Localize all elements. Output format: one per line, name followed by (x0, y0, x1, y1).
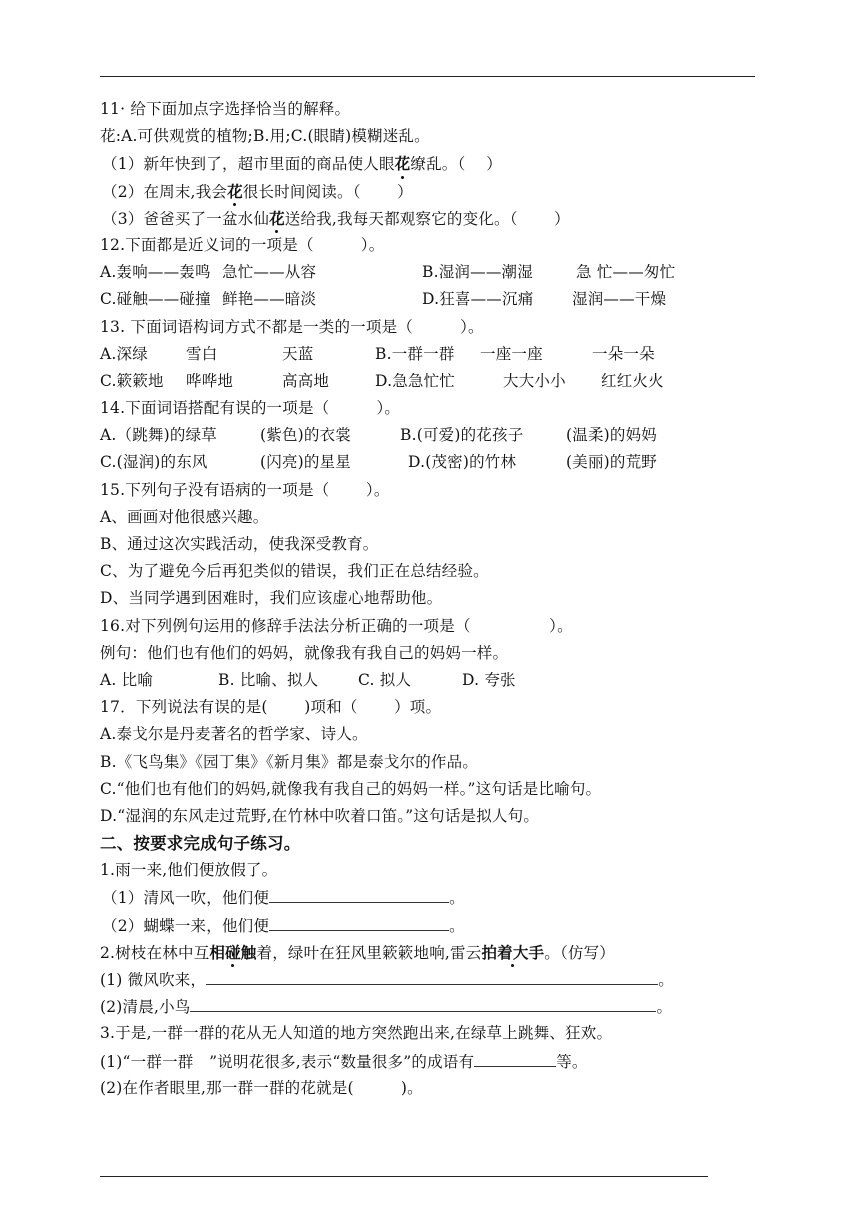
q13-title: 13. 下面词语构词方式不都是一类的一项是（ ）。 (100, 317, 484, 336)
q13-options-cd: C.簌簌地 哗哗地 高高地 D.急急忙忙 大大小小 红红火火 (100, 371, 664, 390)
q17-option-a: A.泰戈尔是丹麦著名的哲学家、诗人。 (100, 725, 368, 744)
p2-sentence-1: (1) 微风吹来， 。 (100, 966, 760, 993)
dotted-keyword: 花 (395, 150, 411, 177)
q11-definitions: 花:A.可供观赏的植物;B.用;C.(眼睛)模糊迷乱。 (100, 127, 430, 146)
q11-title: 11· 给下面加点字选择恰当的解释。 (100, 100, 351, 118)
q17-option-c: C.“他们也有他们的妈妈,就像我有我自己的妈妈一样。”这句话是比喻句。 (100, 779, 602, 798)
dotted-keyword: 相碰触 (209, 943, 256, 962)
q12-options-ab: A.轰响——轰鸣 急忙——从容 B.湿润——潮湿 急 忙——匆忙 (100, 263, 676, 282)
p3-sentence-2: (2)在作者眼里,那一群一群的花就是( )。 (100, 1078, 423, 1097)
q15-title: 15.下列句子没有语病的一项是（ ）。 (100, 480, 390, 499)
answer-blank[interactable] (206, 966, 658, 985)
q15-option-a: A、画画对他很感兴趣。 (100, 507, 269, 526)
dotted-keyword: 花 (227, 178, 243, 205)
q16-title: 16.对下列例句运用的修辞手法法分析正确的一项是（ ）。 (100, 616, 573, 635)
p3-sentence-1: (1)“一群一群 ”说明花很多,表示“数量很多”的成语有 等。 (100, 1048, 760, 1075)
q15-option-d: D、当同学遇到困难时，我们应该虚心地帮助他。 (100, 589, 443, 608)
header-rule (100, 76, 755, 77)
q14-options-ab: A.（跳舞)的绿草 (紫色)的衣裳 B.(可爱)的花孩子 (温柔)的妈妈 (100, 426, 657, 445)
answer-blank[interactable] (474, 1048, 556, 1067)
answer-blank[interactable] (190, 993, 656, 1012)
q17-title: 17．下列说法有误的是( )项和（ ）项。 (100, 698, 442, 717)
q12-options-cd: C.碰触——碰撞 鲜艳——暗淡 D.狂喜——沉痛 湿润——干燥 (100, 290, 667, 309)
q14-options-cd: C.(湿润)的东风 (闪亮)的星星 D.(茂密)的竹林 (美丽)的荒野 (100, 453, 657, 472)
q15-option-b: B、通过这次实践活动，使我深受教育。 (100, 535, 379, 553)
q17-option-d: D.“湿润的东风走过荒野,在竹林中吹着口笛。”这句话是拟人句。 (100, 806, 540, 825)
p2-sentence-2: (2)清晨,小鸟 。 (100, 993, 760, 1020)
q15-option-c: C、为了避免今后再犯类似的错误，我们正在总结经验。 (100, 562, 489, 581)
q11-sentence-3: （3）爸爸买了一盆水仙花送给我,我每天都观察它的变化。（ ） (100, 205, 760, 232)
section-2-heading: 二、按要求完成句子练习。 (100, 834, 301, 854)
p3-title: 3.于是,一群一群的花从无人知道的地方突然跑出来,在绿草上跳舞、狂欢。 (100, 1024, 613, 1043)
q13-options-ab: A.深绿 雪白 天蓝 B.一群一群 一座一座 一朵一朵 (100, 344, 655, 363)
dotted-keyword: 花 (269, 205, 285, 232)
q16-options: A. 比喻 B. 比喻、拟人 C. 拟人 D. 夸张 (100, 670, 516, 689)
p1-sentence-1: （1）清风一吹，他们便 。 (100, 884, 760, 911)
q12-title: 12.下面都是近义词的一项是（ ）。 (100, 235, 385, 254)
answer-blank[interactable] (269, 912, 449, 931)
answer-blank[interactable] (269, 884, 449, 903)
dotted-keyword: 拍着大手 (481, 939, 544, 966)
q16-example: 例句：他们也有他们的妈妈，就像我有我自己的妈妈一样。 (100, 643, 509, 662)
q14-title: 14.下面词语搭配有误的一项是（ ）。 (100, 399, 401, 418)
q17-option-b: B.《飞鸟集》《园丁集》《新月集》都是泰戈尔的作品。 (100, 752, 479, 771)
q11-sentence-1: （1）新年快到了，超市里面的商品使人眼花缭乱。（ ） (100, 150, 760, 177)
footer-rule (100, 1176, 708, 1177)
p1-sentence-2: （2）蝴蝶一来，他们便 。 (100, 912, 760, 939)
worksheet-body (100, 96, 760, 1102)
q11-sentence-2: （2）在周末,我会花很长时间阅读。（ ） (100, 178, 760, 205)
p1-title: 1.雨一来,他们便放假了。 (100, 861, 278, 880)
p2-title: 2.树枝在林中互相碰触着，绿叶在狂风里簌簌地响,雷云拍着大手。（仿写） (100, 939, 760, 966)
